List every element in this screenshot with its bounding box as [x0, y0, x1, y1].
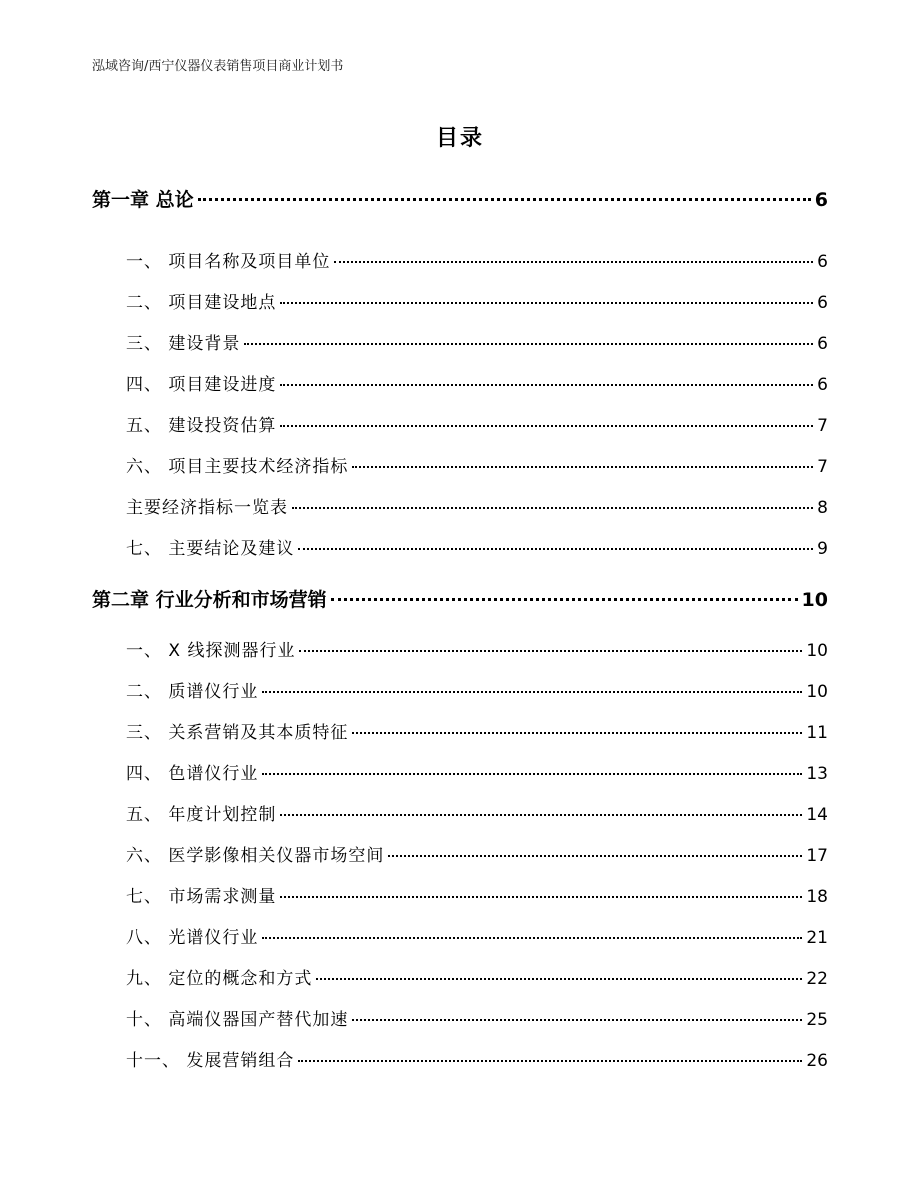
- toc-entry-chapter-2[interactable]: [92, 585, 828, 612]
- toc-page-number: 18: [806, 887, 828, 907]
- toc-page-number: 22: [806, 969, 828, 989]
- toc-entry-section[interactable]: [126, 923, 828, 948]
- toc-entry-section[interactable]: [126, 534, 828, 559]
- toc-page-number: 7: [817, 457, 828, 477]
- toc-entry-section[interactable]: [126, 411, 828, 436]
- toc-entry-section[interactable]: [126, 800, 828, 825]
- toc-page-number: 10: [801, 589, 828, 611]
- page-header: 泓域咨询/西宁仪器仪表销售项目商业计划书: [92, 59, 344, 74]
- toc-page-number: 17: [806, 846, 828, 866]
- toc-entry-label: 四、 色谱仪行业: [126, 764, 259, 784]
- toc-entry-label: 五、 年度计划控制: [126, 805, 277, 825]
- toc-entry-label: 四、 项目建设进度: [126, 375, 277, 395]
- toc-page-number: 6: [817, 252, 828, 272]
- toc-dot-leader: [334, 261, 813, 263]
- toc-dot-leader: [352, 1019, 802, 1021]
- toc-dot-leader: [352, 466, 813, 468]
- toc-dot-leader: [280, 384, 813, 386]
- toc-entry-label: 十一、 发展营销组合: [126, 1051, 295, 1071]
- toc-entry-label: 一、 X 线探测器行业: [126, 641, 296, 661]
- toc-dot-leader: [280, 302, 813, 304]
- toc-dot-leader: [262, 773, 802, 775]
- toc-dot-leader: [280, 425, 813, 427]
- toc-entry-section[interactable]: [126, 247, 828, 272]
- toc-entry-label: 第一章 总论: [92, 189, 194, 211]
- toc-entry-section[interactable]: [126, 636, 828, 661]
- toc-page-number: 8: [817, 498, 828, 518]
- toc-entry-label: 十、 高端仪器国产替代加速: [126, 1010, 349, 1030]
- toc-dot-leader: [388, 855, 802, 857]
- toc-page-number: 10: [806, 682, 828, 702]
- toc-entry-section[interactable]: [126, 329, 828, 354]
- toc-page-number: 21: [806, 928, 828, 948]
- toc-entry-section[interactable]: [126, 493, 828, 518]
- toc-entry-section[interactable]: [126, 964, 828, 989]
- toc-entry-label: 第二章 行业分析和市场营销: [92, 589, 327, 611]
- toc-entry-label: 七、 市场需求测量: [126, 887, 277, 907]
- toc-dot-leader: [299, 650, 802, 652]
- toc-page-number: 11: [806, 723, 828, 743]
- toc-page-number: 6: [817, 375, 828, 395]
- toc-entry-label: 主要经济指标一览表: [126, 498, 288, 518]
- toc-page-number: 25: [806, 1010, 828, 1030]
- toc-page-number: 7: [817, 416, 828, 436]
- toc-dot-leader: [331, 598, 798, 601]
- toc-entry-chapter-1[interactable]: [92, 185, 828, 212]
- toc-dot-leader: [244, 343, 813, 345]
- toc-dot-leader: [316, 978, 802, 980]
- toc-entry-label: 二、 项目建设地点: [126, 293, 277, 313]
- toc-page-number: 26: [806, 1051, 828, 1071]
- toc-entry-label: 二、 质谱仪行业: [126, 682, 259, 702]
- toc-entry-label: 七、 主要结论及建议: [126, 539, 295, 559]
- toc-entry-section[interactable]: [126, 1005, 828, 1030]
- toc-dot-leader: [280, 814, 802, 816]
- toc-entry-label: 九、 定位的概念和方式: [126, 969, 313, 989]
- toc-page-number: 6: [817, 293, 828, 313]
- toc-dot-leader: [198, 198, 811, 201]
- toc-entry-section[interactable]: [126, 841, 828, 866]
- toc-page-number: 6: [817, 334, 828, 354]
- toc-entry-section[interactable]: [126, 882, 828, 907]
- toc-page-number: 10: [806, 641, 828, 661]
- toc-title: 目录: [435, 126, 484, 151]
- toc-dot-leader: [292, 507, 813, 509]
- toc-dot-leader: [298, 548, 813, 550]
- toc-entry-label: 六、 项目主要技术经济指标: [126, 457, 349, 477]
- toc-dot-leader: [262, 691, 802, 693]
- toc-entry-section[interactable]: [126, 718, 828, 743]
- toc-entry-section[interactable]: [126, 288, 828, 313]
- toc-entry-section[interactable]: [126, 1046, 828, 1071]
- toc-entry-section[interactable]: [126, 677, 828, 702]
- toc-entry-label: 六、 医学影像相关仪器市场空间: [126, 846, 385, 866]
- toc-dot-leader: [280, 896, 802, 898]
- toc-entry-section[interactable]: [126, 759, 828, 784]
- toc-dot-leader: [262, 937, 802, 939]
- toc-entry-label: 三、 关系营销及其本质特征: [126, 723, 349, 743]
- toc-entry-label: 三、 建设背景: [126, 334, 241, 354]
- toc-dot-leader: [352, 732, 802, 734]
- toc-entry-section[interactable]: [126, 452, 828, 477]
- toc-dot-leader: [298, 1060, 802, 1062]
- toc-entry-section[interactable]: [126, 370, 828, 395]
- toc-page-number: 9: [817, 539, 828, 559]
- toc-page-number: 14: [806, 805, 828, 825]
- toc-page-number: 6: [814, 189, 828, 211]
- toc-entry-label: 五、 建设投资估算: [126, 416, 277, 436]
- toc-entry-label: 八、 光谱仪行业: [126, 928, 259, 948]
- toc-page-number: 13: [806, 764, 828, 784]
- toc-entry-label: 一、 项目名称及项目单位: [126, 252, 331, 272]
